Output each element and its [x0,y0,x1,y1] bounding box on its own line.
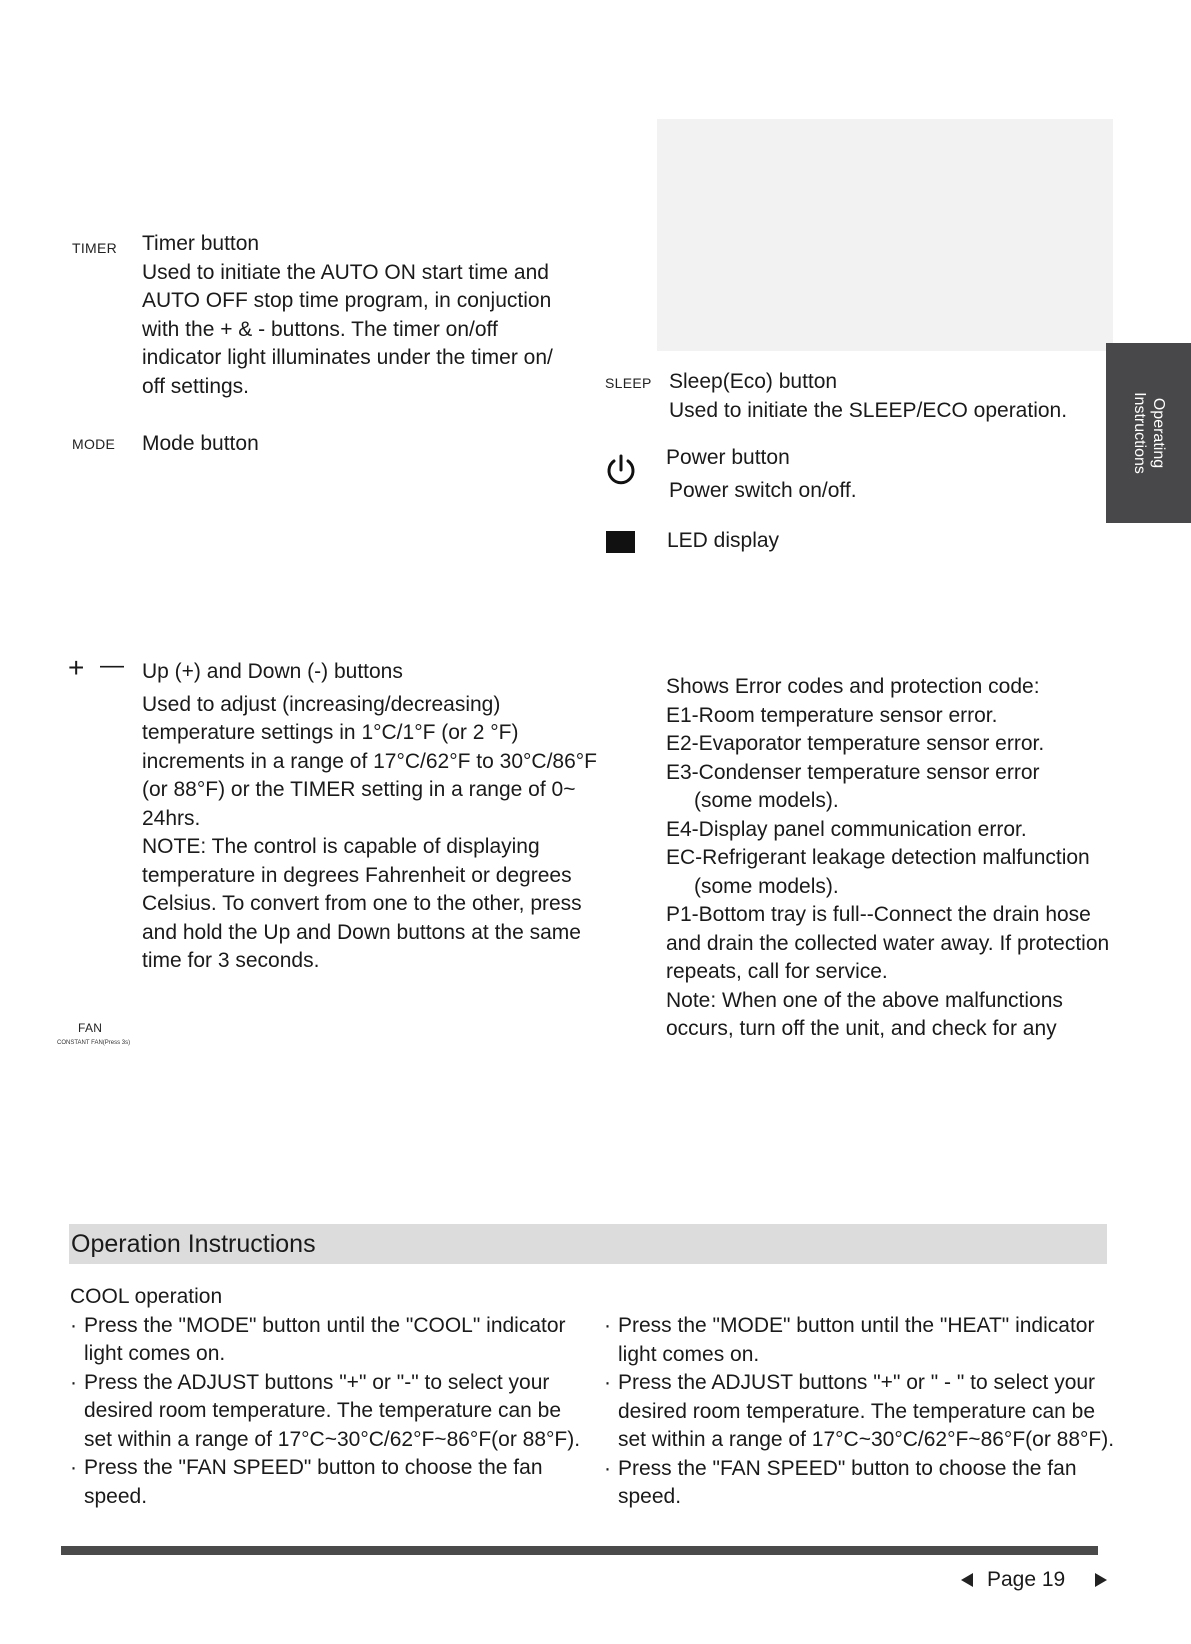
sleep-icon-label: SLEEP [605,375,652,391]
heat-bullet [604,1455,1124,1512]
bullet-line: set within a range of 17°C~30°C/62°F~86°F(or 88°F). [618,1428,1115,1451]
bullet-line: Press the ADJUST buttons "+" or " - " to select your [618,1371,1096,1394]
updown-line: temperature settings in 1°C/1°F (or 2 °F) [142,721,519,744]
bullet-dot: · [604,1456,611,1480]
cool-bullet [70,1312,590,1369]
updown-line: temperature in degrees Fahrenheit or degrees [142,863,572,887]
heat-bullet [604,1369,1124,1455]
heat-bullet [604,1312,1124,1369]
bullet-line: speed. [618,1485,682,1508]
error-codes-block [666,673,1116,1044]
timer-block [142,230,602,401]
bullet-line: desired room temperature. The temperature can be [618,1399,1096,1423]
bullet-dot: · [70,1456,77,1479]
cool-column [70,1283,590,1511]
timer-line: indicator light illuminates under the timer on/ [142,346,553,369]
bullet-line: speed. [84,1484,148,1508]
error-line: and drain the collected water away. If protection [666,931,1110,955]
bullet-line: set within a range of 17°C~30°C/62°F~86°F(or 88°F). [84,1427,581,1451]
mode-icon-label: MODE [72,436,116,452]
bullet-line: light comes on. [84,1342,226,1365]
timer-line: AUTO OFF stop time program, in conjuction [142,289,552,312]
updown-line: 24hrs. [142,806,201,830]
next-page-icon[interactable] [1095,1573,1107,1587]
updown-line: time for 3 seconds. [142,949,320,972]
page-label: Page 19 [987,1568,1066,1591]
power-desc: Power switch on/off. [669,479,857,502]
cool-bullet [70,1454,590,1511]
error-line: P1-Bottom tray is full--Connect the drain hose [666,903,1091,926]
error-line: occurs, turn off the unit, and check for any [666,1017,1057,1040]
bullet-line: Press the "FAN SPEED" button to choose the fan [618,1456,1077,1480]
page-nav [961,1565,1107,1595]
bullet-line: Press the "FAN SPEED" button to choose the fan [84,1456,543,1479]
led-display-icon [606,531,635,553]
bullet-line: Press the "MODE" button until the "COOL" indicator [84,1313,566,1337]
bullet-line: light comes on. [618,1342,760,1366]
error-line: E4-Display panel communication error. [666,817,1027,841]
sleep-block [669,368,1109,425]
updown-block [142,658,612,976]
timer-line: with the + & - buttons. The timer on/off [142,317,498,341]
side-tab [1106,343,1191,523]
timer-line: Used to initiate the AUTO ON start time and [142,260,549,284]
error-line: E1-Room temperature sensor error. [666,703,998,727]
updown-line: increments in a range of 17°C/62°F to 30°C/86°F [142,749,597,773]
updown-line: NOTE: The control is capable of displaying [142,835,540,858]
sleep-desc: Used to initiate the SLEEP/ECO operation. [669,398,1068,422]
bullet-dot: · [70,1313,77,1337]
timer-title: Timer button [142,232,260,255]
bullet-dot: · [604,1371,611,1394]
bullet-line: desired room temperature. The temperature can be [84,1399,562,1422]
error-line: E3-Condenser temperature sensor error [666,760,1040,784]
plus-icon: + [68,652,85,683]
minus-icon: — [100,652,124,679]
fan-icon-label: FAN [78,1021,103,1035]
updown-line: (or 88°F) or the TIMER setting in a range of 0~ [142,778,576,801]
sleep-title: Sleep(Eco) button [669,370,838,393]
bullet-dot: · [604,1314,611,1337]
bullet-line: Press the "MODE" button until the "HEAT" indicator [618,1314,1095,1337]
bullet-dot: · [70,1370,77,1394]
mode-title: Mode button [142,432,259,455]
footer-rule [61,1546,1098,1555]
error-line: E2-Evaporator temperature sensor error. [666,732,1045,755]
cool-heading: COOL operation [70,1285,223,1308]
cool-bullet [70,1369,590,1455]
error-line: EC-Refrigerant leakage detection malfunction [666,846,1090,869]
error-line: repeats, call for service. [666,960,888,983]
section-header [69,1224,1107,1264]
error-line: Shows Error codes and protection code: [666,675,1040,698]
error-line: (some models). [694,789,839,812]
error-line: Note: When one of the above malfunctions [666,988,1063,1012]
power-icon [604,453,638,487]
fan-sub-label: CONSTANT FAN(Press 3s) [57,1040,131,1046]
prev-page-icon[interactable] [961,1573,973,1587]
section-title: Operation Instructions [71,1230,316,1258]
led-title: LED display [667,529,780,552]
power-title: Power button [666,446,790,469]
side-tab-line1: Operating [1149,397,1167,469]
updown-line: and hold the Up and Down buttons at the same [142,920,581,944]
error-line: (some models). [694,874,839,898]
heat-column [604,1312,1124,1512]
updown-line: Celsius. To convert from one to the other, press [142,892,582,915]
bullet-line: Press the ADJUST buttons "+" or "-" to select your [84,1370,550,1394]
updown-title: Up (+) and Down (-) buttons [142,660,403,683]
side-tab-line2: Instructions [1130,392,1148,474]
timer-icon-label: TIMER [72,240,118,256]
updown-line: Used to adjust (increasing/decreasing) [142,692,501,716]
remote-image-placeholder [657,119,1113,351]
timer-line: off settings. [142,374,250,398]
